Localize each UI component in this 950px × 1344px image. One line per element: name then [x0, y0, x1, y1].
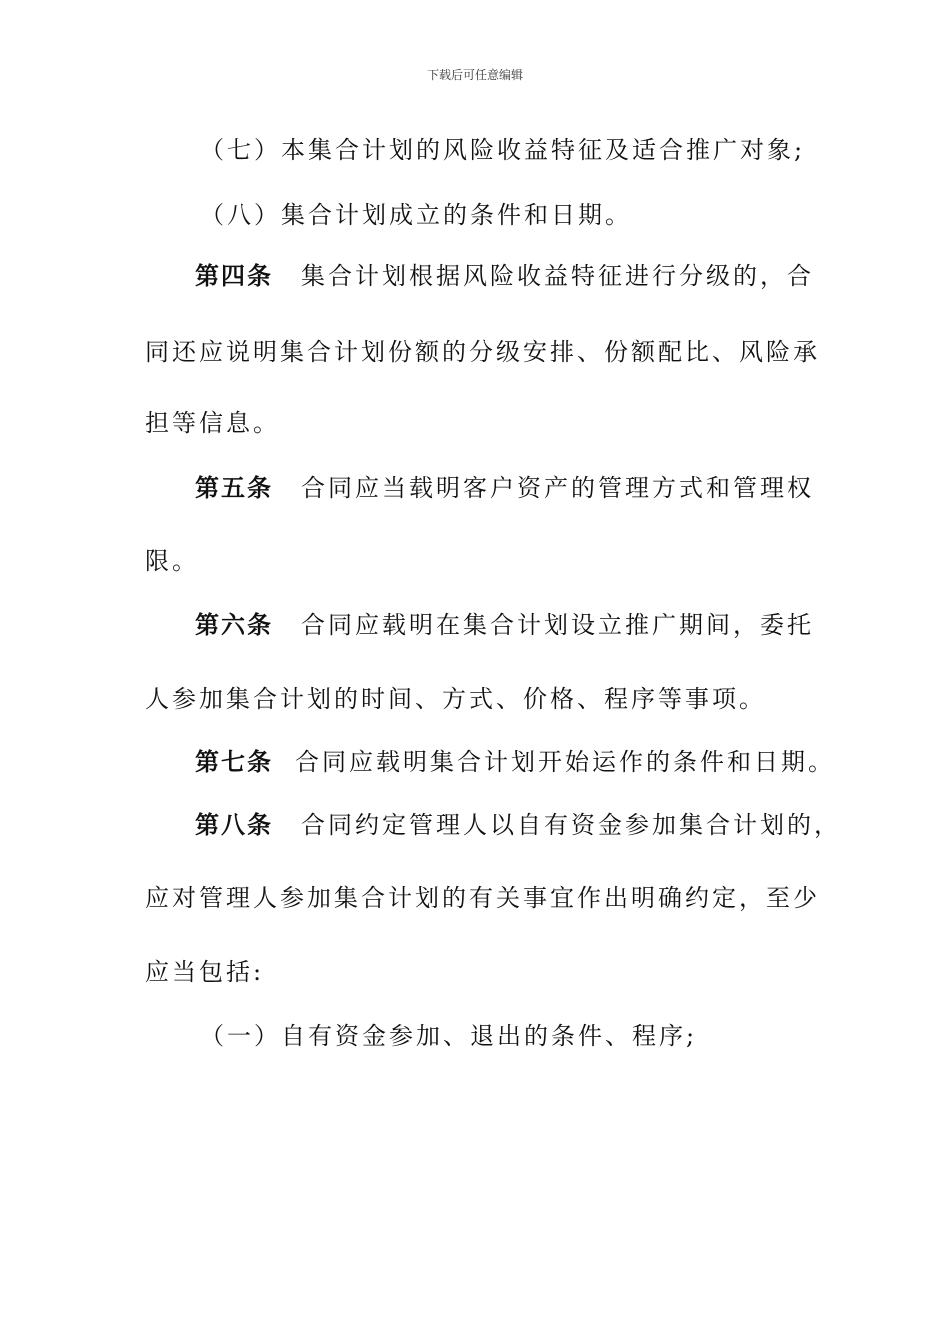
article-8-line-3: 应当包括:: [145, 958, 265, 986]
article-8-line-1: [195, 810, 841, 839]
article-8-number: 第八条: [195, 810, 273, 839]
article-4-line-3: 担等信息。: [145, 409, 280, 437]
item-7: （七）本集合计划的风险收益特征及适合推广对象;: [200, 136, 806, 164]
article-8-text-1: 合同约定管理人以自有资金参加集合计划的，: [301, 811, 841, 839]
article-4-text-1: 集合计划根据风险收益特征进行分级的，合: [301, 262, 814, 290]
article-4-line-1: [195, 261, 814, 290]
article-5-line-1: [195, 473, 814, 502]
article-4-number: 第四条: [195, 261, 273, 290]
article-5-text-1: 合同应当载明客户资产的管理方式和管理权: [301, 474, 814, 502]
article-6-text-1: 合同应载明在集合计划设立推广期间，委托: [301, 611, 814, 639]
article-6-number: 第六条: [195, 610, 273, 639]
article-5-line-2: 限。: [145, 547, 199, 575]
article-5-number: 第五条: [195, 473, 273, 502]
article-7-line-1: [195, 747, 835, 776]
article-6-line-1: [195, 610, 814, 639]
article-7-number: 第七条: [195, 747, 273, 776]
page-header-note: 下载后可任意编辑: [426, 68, 523, 82]
article-8-sub-1: （一）自有资金参加、退出的条件、程序;: [200, 1022, 698, 1050]
article-7-text-1: 合同应载明集合计划开始运作的条件和日期。: [295, 748, 835, 776]
item-8: （八）集合计划成立的条件和日期。: [200, 201, 632, 229]
article-4-line-2: 同还应说明集合计划份额的分级安排、份额配比、风险承: [145, 338, 820, 366]
article-8-line-2: 应对管理人参加集合计划的有关事宜作出明确约定，至少: [145, 884, 820, 912]
article-6-line-2: 人参加集合计划的时间、方式、价格、程序等事项。: [145, 685, 766, 713]
